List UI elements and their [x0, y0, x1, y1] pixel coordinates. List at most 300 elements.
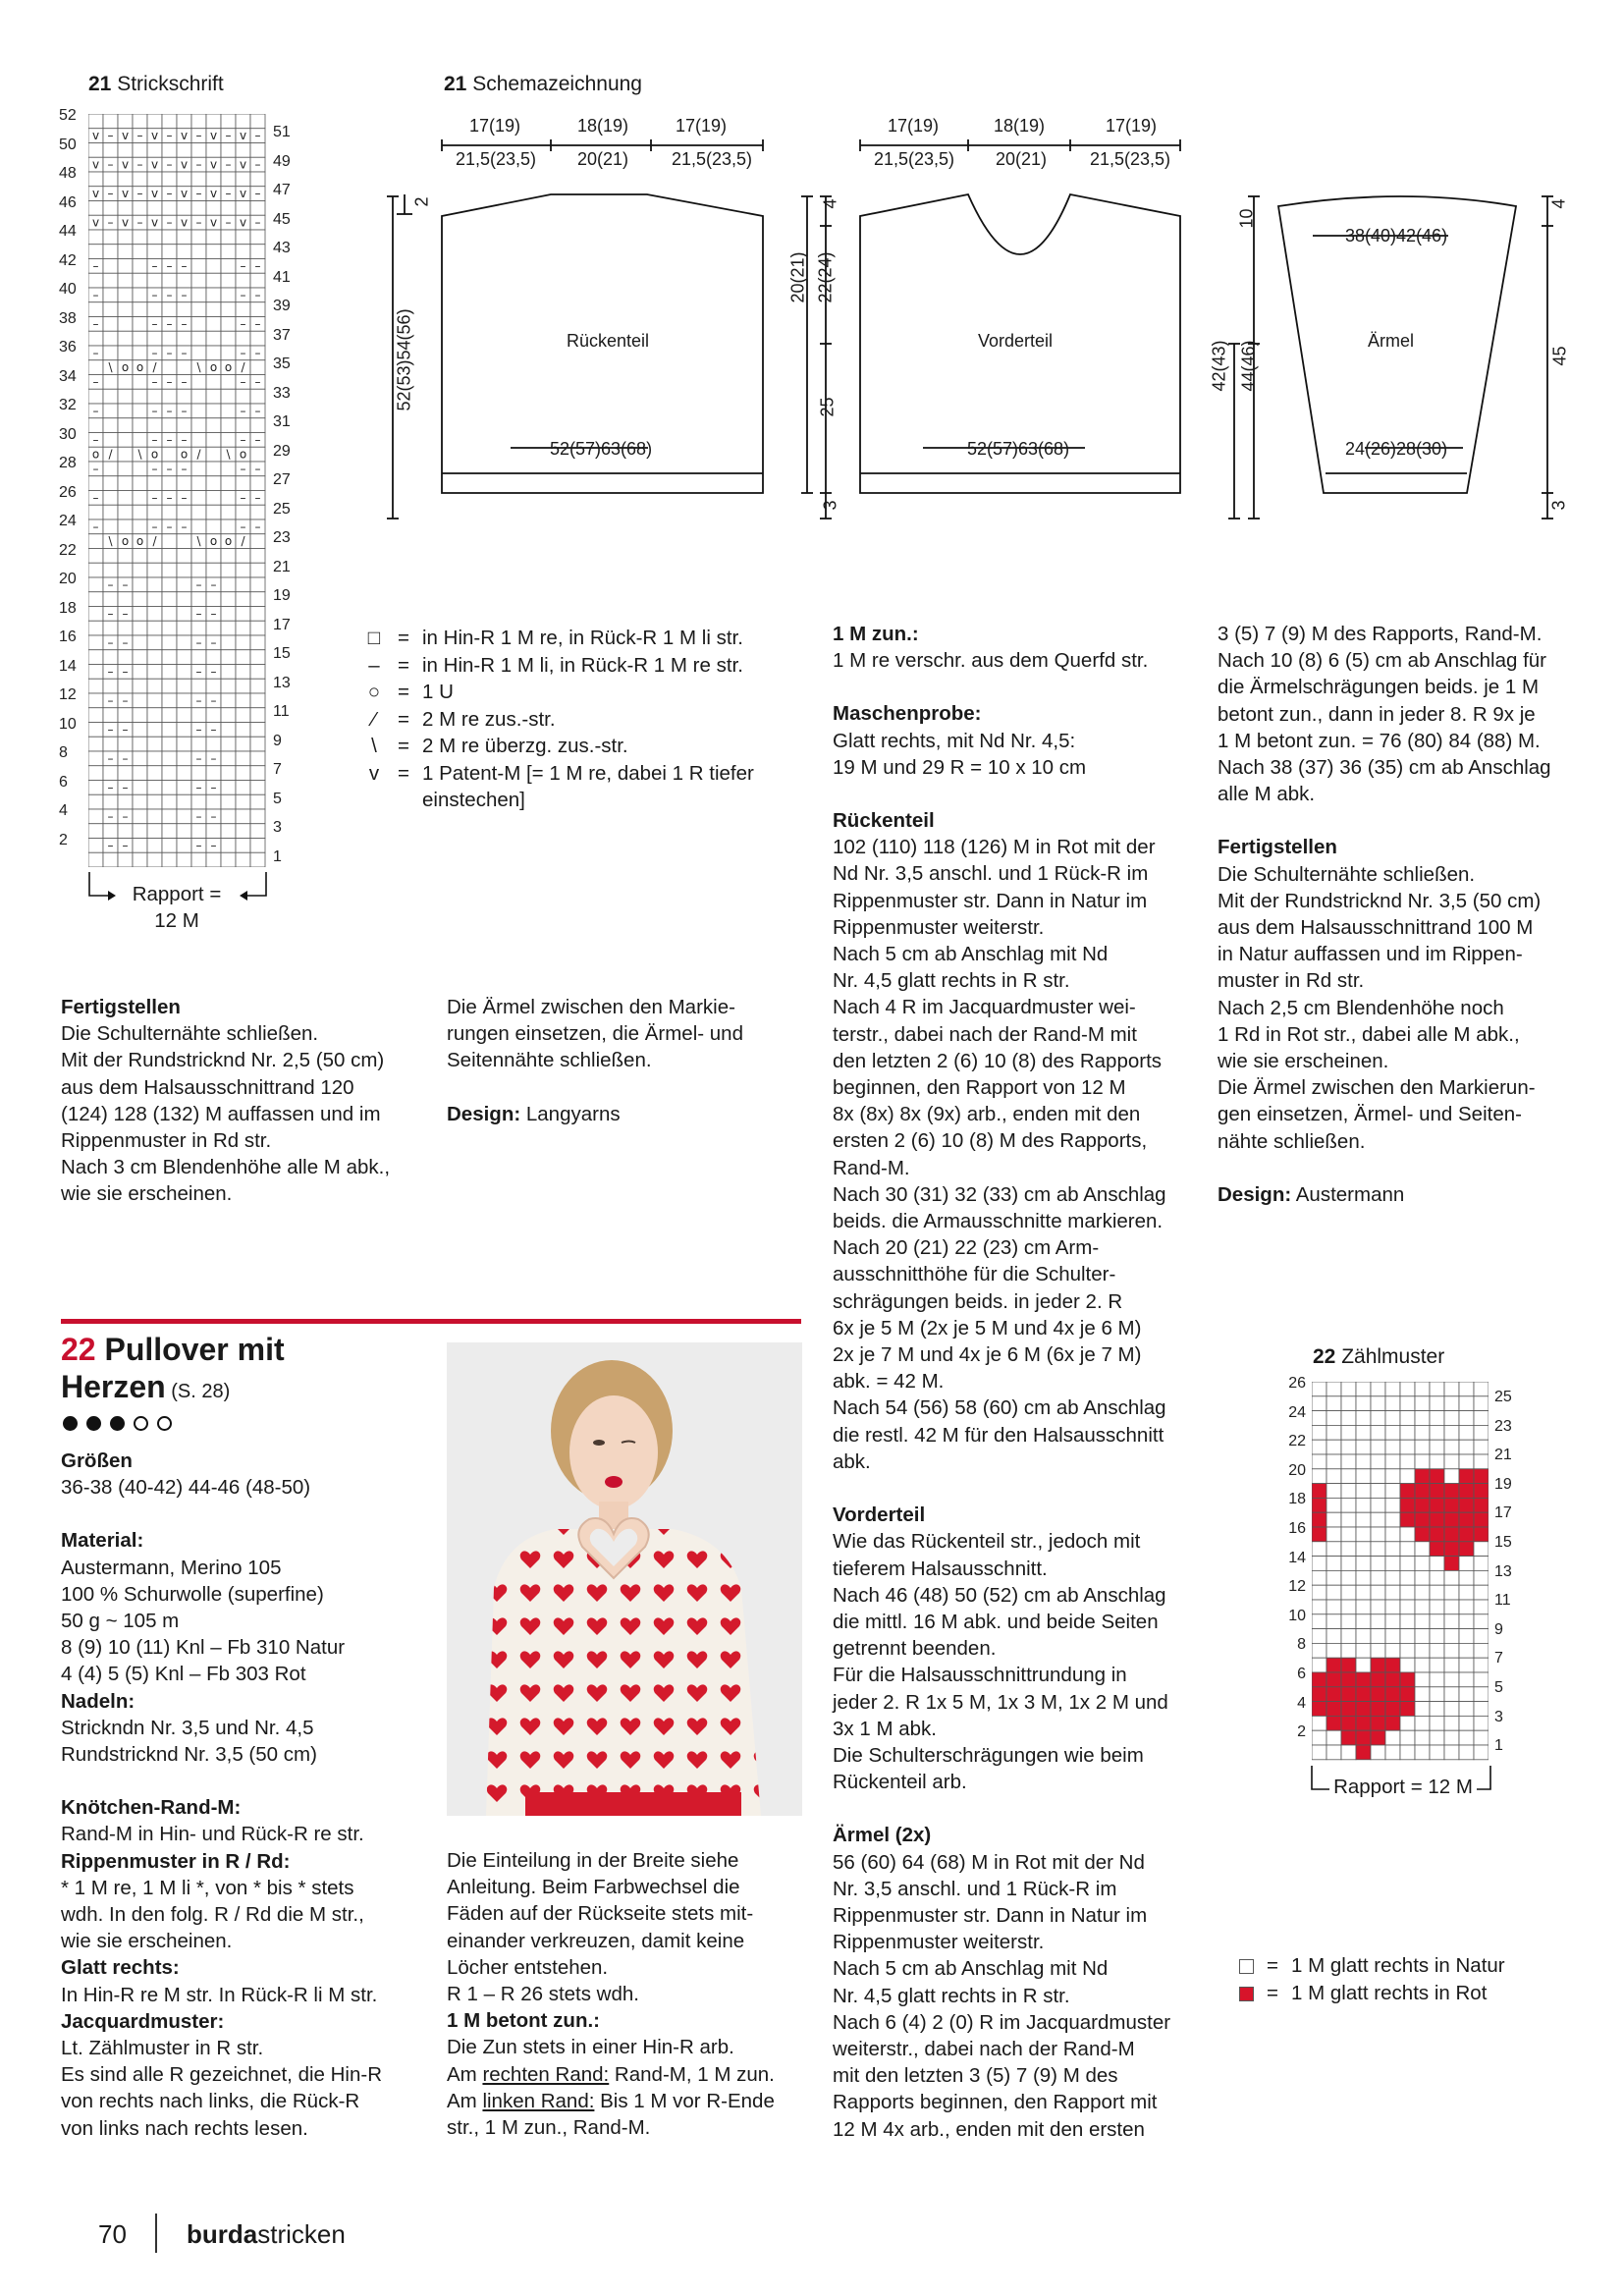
- chart21-symbol: v: [121, 157, 130, 172]
- chart21-symbol: /: [241, 534, 245, 549]
- chart21-cell: [118, 259, 133, 274]
- chart21-symbol: –: [92, 288, 99, 302]
- chart21-cell: [221, 737, 236, 751]
- chart21-cell: [250, 245, 265, 259]
- chart22-cell: [1459, 1687, 1474, 1702]
- chart21-cell: [133, 592, 147, 607]
- chart21-cell: [221, 766, 236, 781]
- chart22-cell: [1356, 1512, 1371, 1527]
- axis-tick: 13: [1494, 1562, 1512, 1580]
- difficulty-dots: [63, 1416, 181, 1436]
- text-line: Nach 30 (31) 32 (33) cm ab Anschlag: [833, 1182, 1166, 1206]
- chart21-cell: [191, 273, 206, 288]
- chart22-cell: [1459, 1585, 1474, 1600]
- chart22-cell: [1312, 1600, 1326, 1614]
- chart21-symbol: –: [240, 462, 246, 476]
- chart21-cell: [88, 781, 103, 795]
- axis-tick: 12: [59, 686, 77, 703]
- chart21-cell: [206, 245, 221, 259]
- chart22-cell-red: [1459, 1498, 1474, 1512]
- chart21-cell: [206, 549, 221, 564]
- chart21-cell: [191, 201, 206, 216]
- chart21-symbol: –: [181, 374, 188, 389]
- chart21-symbol: –: [166, 187, 173, 201]
- chart21-cell: [118, 650, 133, 665]
- chart21-cell: [133, 273, 147, 288]
- chart21-cell: [118, 852, 133, 867]
- chart22-cell-red: [1341, 1702, 1356, 1717]
- chart21-cell: [162, 737, 177, 751]
- chart21-cell: [250, 418, 265, 433]
- chart21-cell: [177, 143, 191, 158]
- chart21-cell: [103, 679, 118, 693]
- axis-tick: 28: [59, 455, 77, 471]
- chart21-symbol: /: [152, 534, 157, 549]
- text-line: * 1 M re, 1 M li *, von * bis * stets: [61, 1876, 354, 1899]
- schema-title: 21 Schemazeichnung: [444, 73, 642, 95]
- chart21-cell: [236, 852, 250, 867]
- axis-tick: 18: [59, 599, 77, 617]
- chart22-cell: [1341, 1629, 1356, 1644]
- chart21-cell: [191, 737, 206, 751]
- chart21-cell: [162, 331, 177, 346]
- chart21-cell: [206, 404, 221, 418]
- text-line: abk. = 42 M.: [833, 1370, 945, 1394]
- chart22-cell-red: [1415, 1527, 1430, 1542]
- chart22-cell-red: [1415, 1512, 1430, 1527]
- chart21-symbol: –: [92, 258, 99, 273]
- back-top2-w3: 21,5(23,5): [672, 149, 753, 169]
- chart22-cell: [1356, 1542, 1371, 1557]
- chart22-cell: [1415, 1440, 1430, 1454]
- chart22-cell: [1371, 1498, 1385, 1512]
- chart21-cell: [206, 794, 221, 809]
- axis-tick: 23: [1494, 1417, 1512, 1435]
- chart22-cell-red: [1356, 1716, 1371, 1730]
- chart21-cell: [118, 230, 133, 245]
- chart22-cell: [1474, 1411, 1489, 1426]
- chart22-cell: [1474, 1643, 1489, 1658]
- chart21-symbol: o: [150, 447, 159, 462]
- front-top2-w2: 20(21): [996, 149, 1048, 169]
- chart21-symbol: –: [181, 346, 188, 360]
- chart21-symbol: –: [254, 288, 261, 302]
- chart21-cell: [206, 505, 221, 519]
- axis-tick: 14: [1288, 1549, 1306, 1566]
- legend21-row: [363, 652, 805, 680]
- chart21-cell: [147, 230, 162, 245]
- text-line: Nach 5 cm ab Anschlag mit Nd: [833, 943, 1109, 966]
- chart21-symbol: –: [254, 404, 261, 418]
- chart21-cell: [118, 346, 133, 360]
- chart21-cell: [88, 230, 103, 245]
- chart21-cell: [177, 781, 191, 795]
- chart22-cell: [1459, 1411, 1474, 1426]
- chart22-cell: [1341, 1454, 1356, 1469]
- chart22-cell-red: [1474, 1498, 1489, 1512]
- chart22-cell: [1400, 1557, 1415, 1571]
- chart21-cell: [177, 737, 191, 751]
- chart21-cell: [191, 621, 206, 635]
- chart21-cell: [221, 389, 236, 404]
- legend21-row: [363, 625, 805, 652]
- legend22-text: 1 M glatt rechts in Natur: [1291, 1954, 1505, 1977]
- chart22-cell: [1371, 1614, 1385, 1629]
- chart21-cell: [221, 201, 236, 216]
- legend21-text: 1 U: [422, 681, 454, 703]
- chart22-cell-red: [1430, 1484, 1444, 1499]
- chart22-cell: [1430, 1440, 1444, 1454]
- chart21-symbol: –: [195, 664, 202, 679]
- chart22-rapport-label: Rapport = 12 M: [1329, 1776, 1477, 1799]
- chart22-cell: [1474, 1570, 1489, 1585]
- chart22-cell: [1371, 1440, 1385, 1454]
- axis-tick: 14: [59, 657, 77, 675]
- legend21-equals: =: [398, 627, 409, 649]
- chart22-cell-red: [1371, 1730, 1385, 1745]
- axis-tick: 7: [273, 761, 282, 778]
- col2-bottom: Die Einteilung in der Breite siehe Anleitung. Beim Farbwechsel die Fäden auf der Rückseite stets mit- einander verkreuzen, damit keine Löcher entstehen. R 1 – R 26 stets wdh. 1 M betont zun.: Die Zun stets in einer Hin-R arb. Am rechten Rand: Rand-M, 1 M zun. Am linken Rand: Bis 1 M vor R-Ende str., 1 M zun., Rand-M.: [447, 1847, 810, 2141]
- text-line: Mit der Rundstricknd Nr. 3,5 (50 cm): [1218, 889, 1542, 912]
- chart21-cell: [236, 389, 250, 404]
- chart22-cell: [1371, 1454, 1385, 1469]
- model-photo: [447, 1342, 802, 1816]
- text-line: getrennt beenden.: [833, 1637, 997, 1661]
- chart21-cell: [147, 621, 162, 635]
- chart21-cell: [221, 302, 236, 317]
- chart21-cell: [250, 114, 265, 129]
- chart22-cell-red: [1459, 1484, 1474, 1499]
- chart22-cell-red: [1341, 1672, 1356, 1687]
- chart21-cell: [177, 708, 191, 723]
- text-line: Rippenmuster in Rd str.: [61, 1129, 272, 1153]
- chart21-cell: [118, 794, 133, 809]
- chart21-cell: [133, 418, 147, 433]
- chart21-symbol: –: [254, 129, 261, 143]
- chart21-symbol: –: [166, 288, 173, 302]
- chart21-cell: [206, 114, 221, 129]
- col3: 1 M zun.: 1 M re verschr. aus dem Querfd str. Maschenprobe: Glatt rechts, mit Nd Nr. 4,5: 19 M und 29 R = 10 x 10 cm Rückenteil 102 (110) 118 (126) M in Rot mit der Nd Nr. 3,5 anschl. und 1 Rück-R im Rippenmuster str. Dann in Natur im Rippenmuster weiterstr. Nach 5 cm ab Anschlag mit Nd Nr. 4,5 glatt rechts in R str. Nach 4 R im Jacquardmuster wei- terstr., dabei nach der Rand-M mit den letzten 2 (6) 10 (8) des Rapports beginnen, den Rapport von 12 M 8x (8x) 8x (9x) arb., enden mit den ersten 2 (6) 10 (8) M des Rapports, Rand-M. Nach 30 (31) 32 (33) cm ab Anschlag beids. die Armausschnitte markieren. Nach 20 (21) 22 (23) cm Arm- ausschnitthöhe für die Schulter- schrägungen beids. in jeder 2. R 6x je 5 M (2x je 5 M und 4x je 6 M) 2x je 7 M und 4x je 6 M (6x je 7 M) abk. = 42 M. Nach 54 (56) 58 (60) cm ab Anschlag die restl. 42 M für den Halsausschnitt abk. Vorderteil Wie das Rückenteil str., jedoch mit tieferem Halsausschnitt. Nach 46 (48) 50 (52) cm ab Anschlag die mittl. 16 M abk. und beide Seiten getrennt beenden. Für die Halsausschnittrundung in jeder 2. R 1x 5 M, 1x 3 M, 1x 2 M und 3x 1 M abk. Die Schulterschrägungen wie beim Rückenteil arb. Ärmel (2x) 56 (60) 64 (68) M in Rot mit der Nd Nr. 3,5 anschl. und 1 Rück-R im Rippenmuster str. Dann in Natur im Rippenmuster weiterstr. Nach 5 cm ab Anschlag mit Nd Nr. 4,5 glatt rechts in R str. Nach 6 (4) 2 (0) R im Jacquardmuster weiterstr., dabei nach der Rand-M mit den letzten 3 (5) 7 (9) M des Rapports beginnen, den Rapport mit 12 M 4x arb., enden mit den ersten: [833, 621, 1206, 2143]
- chart21-cell: [103, 346, 118, 360]
- chart21-cell: [177, 418, 191, 433]
- chart21-cell: [250, 592, 265, 607]
- chart21-cell: [206, 679, 221, 693]
- chart21-symbol: –: [107, 722, 114, 737]
- chart22-cell-red: [1400, 1498, 1415, 1512]
- chart21-cell: [191, 505, 206, 519]
- chart22-cell-red: [1312, 1702, 1326, 1717]
- chart21-cell: [162, 781, 177, 795]
- chart21-cell: [206, 172, 221, 187]
- chart21-symbol: v: [150, 215, 159, 230]
- front-label: Vorderteil: [978, 331, 1054, 351]
- text-line: Es sind alle R gezeichnet, die Hin-R: [61, 2063, 383, 2087]
- chart21-cell: [221, 824, 236, 839]
- chart21-cell: [162, 418, 177, 433]
- chart21-cell: [147, 766, 162, 781]
- text-line: 2x je 7 M und 4x je 6 M (6x je 7 M): [833, 1343, 1142, 1367]
- chart21-symbol: –: [210, 780, 217, 794]
- axis-tick: 37: [273, 326, 291, 344]
- chart22-cell: [1385, 1570, 1400, 1585]
- chart22-cell: [1312, 1716, 1326, 1730]
- legend22-swatch: [1239, 1959, 1254, 1974]
- chart22-cell: [1356, 1527, 1371, 1542]
- chart22-cell-red: [1326, 1716, 1341, 1730]
- chart22-cell: [1371, 1542, 1385, 1557]
- chart21-cell: [250, 723, 265, 738]
- text-line: aus dem Halsausschnittrand 120: [61, 1075, 354, 1099]
- chart21-cell: [162, 143, 177, 158]
- chart21-cell: [88, 693, 103, 708]
- chart21-symbol: –: [181, 404, 188, 418]
- chart21-cell: [250, 172, 265, 187]
- chart21-cell: [221, 143, 236, 158]
- chart21-cell: [133, 723, 147, 738]
- chart21-cell: [162, 824, 177, 839]
- axis-tick: 3: [1494, 1708, 1503, 1725]
- text-line: Rapports beginnen, den Rapport mit: [833, 2091, 1158, 2114]
- chart21-cell: [236, 607, 250, 622]
- chart22-cell: [1415, 1658, 1430, 1672]
- chart21-cell: [236, 621, 250, 635]
- legend21-equals: =: [398, 681, 409, 703]
- sleeve-h2: 44(46): [1238, 340, 1259, 392]
- chart21-cell: [206, 852, 221, 867]
- chart21-symbol: –: [254, 157, 261, 172]
- chart21-cell: [162, 693, 177, 708]
- chart22-cell: [1326, 1614, 1341, 1629]
- chart22-cell: [1371, 1382, 1385, 1396]
- chart22-cell: [1459, 1745, 1474, 1760]
- axis-tick: 15: [273, 645, 291, 662]
- axis-tick: 49: [273, 152, 291, 170]
- chart21-cell: [103, 708, 118, 723]
- chart21-cell: [191, 404, 206, 418]
- text-line: Mit der Rundstricknd Nr. 2,5 (50 cm): [61, 1049, 385, 1072]
- chart22-cell: [1312, 1745, 1326, 1760]
- front-top-w1: 17(19): [888, 116, 940, 136]
- chart21-symbol: –: [195, 187, 202, 201]
- chart21-symbol: –: [254, 258, 261, 273]
- chart21-symbol: –: [195, 635, 202, 650]
- chart21-cell: [133, 693, 147, 708]
- chart21-cell: [236, 824, 250, 839]
- chart21-symbol: –: [225, 187, 232, 201]
- text-line: Glatt rechts, mit Nd Nr. 4,5:: [833, 729, 1076, 752]
- chart22-cell-red: [1474, 1469, 1489, 1484]
- chart21-cell: [147, 172, 162, 187]
- col1-fertig-heading: Fertigstellen: [61, 996, 181, 1018]
- chart21-symbol: –: [166, 462, 173, 476]
- chart22-cell: [1444, 1600, 1459, 1614]
- chart21-cell: [206, 375, 221, 390]
- chart22-cell: [1356, 1425, 1371, 1440]
- text-line: Rand-M.: [833, 1156, 910, 1179]
- axis-tick: 51: [273, 124, 291, 140]
- chart21-cell: [118, 708, 133, 723]
- chart21-cell: [88, 794, 103, 809]
- chart21-cell: [103, 143, 118, 158]
- axis-tick: 17: [273, 616, 291, 633]
- chart21-symbol: –: [166, 316, 173, 331]
- chart21-cell: [133, 476, 147, 491]
- chart21-cell: [191, 476, 206, 491]
- axis-tick: 1: [1494, 1737, 1503, 1755]
- chart21-cell: [221, 433, 236, 448]
- text-line: 8 (9) 10 (11) Knl – Fb 310 Natur: [61, 1636, 346, 1660]
- chart21-cell: [118, 433, 133, 448]
- chart21-symbol: –: [122, 809, 129, 824]
- chart21-symbol: –: [254, 462, 261, 476]
- chart22-cell-red: [1444, 1542, 1459, 1557]
- axis-tick: 16: [59, 629, 77, 645]
- chart21-cell: [236, 650, 250, 665]
- chart22-cell: [1444, 1730, 1459, 1745]
- chart21-symbol: –: [107, 577, 114, 592]
- chart21-cell: [236, 172, 250, 187]
- text-line: Die Schulternähte schließen.: [61, 1022, 319, 1046]
- chart22-cell: [1459, 1454, 1474, 1469]
- chart21-cell: [147, 143, 162, 158]
- chart21-cell: [88, 621, 103, 635]
- chart21-cell: [118, 621, 133, 635]
- chart21-cell: [177, 809, 191, 824]
- text-line: Rippenmuster weiterstr.: [833, 1931, 1045, 1954]
- pattern22-title: 22 Pullover mit Herzen (S. 28): [61, 1332, 285, 1404]
- chart21-cell: [133, 737, 147, 751]
- chart21-cell: [147, 245, 162, 259]
- text-line: schrägungen beids. in jeder 2. R: [833, 1289, 1123, 1313]
- text-line: 1 Rd in Rot str., dabei alle M abk.,: [1218, 1022, 1520, 1046]
- chart21-cell: [147, 563, 162, 577]
- chart21-cell: [162, 794, 177, 809]
- axis-tick: 18: [1288, 1491, 1306, 1508]
- text-line: 102 (110) 118 (126) M in Rot mit der: [833, 836, 1156, 859]
- chart21-cell: [206, 201, 221, 216]
- chart21-symbol: o: [180, 447, 189, 462]
- text-line: Fäden auf der Rückseite stets mit-: [447, 1902, 754, 1926]
- chart22-cell-red: [1312, 1512, 1326, 1527]
- chart22-cell-red: [1385, 1687, 1400, 1702]
- chart21-cell: [221, 375, 236, 390]
- chart21-cell: [250, 331, 265, 346]
- chart21-cell: [118, 592, 133, 607]
- chart21-cell: [236, 839, 250, 853]
- axis-tick: 29: [273, 442, 291, 460]
- chart21-cell: [133, 679, 147, 693]
- chart21-cell: [221, 679, 236, 693]
- front-width: 52(57)63(68): [967, 439, 1070, 459]
- chart21-symbol: v: [91, 157, 100, 172]
- axis-tick: 33: [273, 384, 291, 402]
- chart22-cell-red: [1459, 1527, 1474, 1542]
- chart21-cell: [250, 751, 265, 766]
- difficulty-dot: [86, 1416, 101, 1431]
- legend22-text: 1 M glatt rechts in Rot: [1291, 1981, 1488, 2004]
- chart22-cell: [1430, 1411, 1444, 1426]
- chart22-cell: [1415, 1557, 1430, 1571]
- chart21-symbol: v: [209, 157, 218, 172]
- chart22-cell: [1326, 1643, 1341, 1658]
- text-line: die mittl. 16 M abk. und beide Seiten: [833, 1610, 1159, 1633]
- text-line: nähte schließen.: [1218, 1129, 1366, 1153]
- chart22-cell: [1415, 1425, 1430, 1440]
- chart21-cell: [133, 549, 147, 564]
- chart21-symbol: –: [107, 129, 114, 143]
- text-line: Die Ärmel zwischen den Markie-: [447, 996, 735, 1018]
- chart21-symbol: \: [226, 447, 231, 462]
- chart22-cell-red: [1430, 1542, 1444, 1557]
- chart21-cell: [133, 346, 147, 360]
- chart22-cell: [1341, 1411, 1356, 1426]
- chart22-cell: [1444, 1570, 1459, 1585]
- chart22-cell: [1356, 1557, 1371, 1571]
- chart22-cell-red: [1326, 1658, 1341, 1672]
- chart21-cell: [103, 549, 118, 564]
- chart21-symbol: –: [225, 129, 232, 143]
- axis-tick: 6: [59, 773, 68, 791]
- chart22-cell: [1444, 1469, 1459, 1484]
- chart22-cell: [1430, 1570, 1444, 1585]
- chart22-cell-red: [1312, 1484, 1326, 1499]
- chart21-cell: [221, 259, 236, 274]
- chart21-cell: [133, 143, 147, 158]
- chart21-cell: [177, 679, 191, 693]
- chart22-cell: [1474, 1557, 1489, 1571]
- chart21-symbol: –: [254, 346, 261, 360]
- chart21-cell: [206, 708, 221, 723]
- chart21-cell: [133, 563, 147, 577]
- chart22-cell: [1400, 1454, 1415, 1469]
- chart22-cell: [1385, 1512, 1400, 1527]
- chart22-cell: [1341, 1469, 1356, 1484]
- chart21-cell: [191, 346, 206, 360]
- chart21-symbol: o: [239, 447, 247, 462]
- chart21-cell: [206, 592, 221, 607]
- chart21-symbol: –: [240, 346, 246, 360]
- axis-tick: 25: [273, 500, 291, 518]
- chart22-cell: [1385, 1411, 1400, 1426]
- chart21-cell: [191, 433, 206, 448]
- chart21-cell: [177, 172, 191, 187]
- chart22-cell: [1430, 1396, 1444, 1411]
- chart21-cell: [162, 389, 177, 404]
- chart21-cell: [147, 723, 162, 738]
- text-line: 4 (4) 5 (5) Knl – Fb 303 Rot: [61, 1663, 306, 1686]
- chart22-cell-red: [1371, 1702, 1385, 1717]
- legend22-row: [1239, 1980, 1593, 2007]
- chart21-cell: [118, 737, 133, 751]
- difficulty-dot: [110, 1416, 125, 1431]
- chart21-symbol: v: [150, 129, 159, 143]
- chart21-cell: [162, 607, 177, 622]
- axis-tick: 50: [59, 136, 77, 153]
- chart22-cell-red: [1385, 1702, 1400, 1717]
- text-line: beginnen, den Rapport von 12 M: [833, 1076, 1126, 1100]
- chart22-cell-red: [1444, 1527, 1459, 1542]
- chart21-symbol: –: [107, 215, 114, 230]
- chart21-cell: [250, 650, 265, 665]
- chart22-cell-red: [1415, 1469, 1430, 1484]
- chart21-cell: [147, 708, 162, 723]
- front-neck-h: 4: [820, 198, 840, 209]
- chart21-cell: [236, 505, 250, 519]
- chart21-cell: [88, 331, 103, 346]
- chart21-symbol: –: [151, 288, 158, 302]
- chart22-cell: [1474, 1542, 1489, 1557]
- chart22-cell: [1444, 1440, 1459, 1454]
